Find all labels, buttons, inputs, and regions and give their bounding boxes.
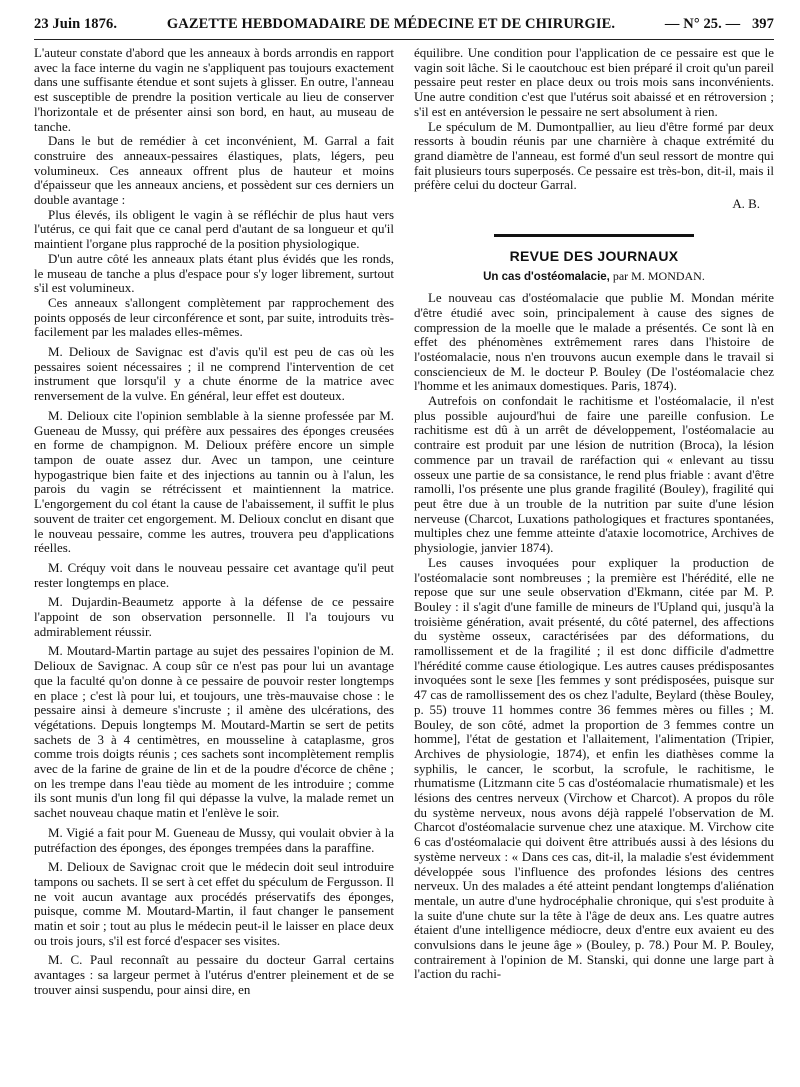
header-issue-page bbox=[665, 16, 774, 33]
paragraph: Autrefois on confondait le rachitisme et l'ostéomalacie, il n'est plus possible aujourd'hui de faire une pareille confusion. Le rachitisme est dû à un arrêt de développement, l'ostéomalacie au contraire est produit par une lésion de nutrition (Broca), la lésion commence par un travail de raréfaction qui « enlevant au tissu osseux une partie de sa consistance, le rend plus friable : avant d'être ramolli, l'os présente une plus grande fragilité (Bouley), fragilité qui peut être due à un trouble de la nutrition par suite d'une lésion nerveuse (Charcot, Luxations pathologiques et fractures spontanées, multiples chez une femme atteinte d'ataxie locomotrice, Archives de physiologie, janvier 1874). bbox=[414, 393, 774, 556]
paragraph: M. Vigié a fait pour M. Gueneau de Mussy, qui voulait obvier à la putréfaction des éponges, des éponges trempées dans la paraffine. bbox=[34, 824, 394, 855]
paragraph: Les causes invoquées pour expliquer la production de l'ostéomalacie sont nombreuses ; la première est l'hérédité, elle ne repose que sur une seule observation d'Ekmann, citée par M. P. Bouley : il s'agit d'une famille de mineurs de l'Upland qui, jusqu'à la troisième génération, avait présenté, du côté paternel, des affections du système osseux, caractérisées par des déformations, du ramollissement et de la fragilité ; il est donc difficile d'admettre l'hérédité comme cause étiologique. Les autres causes prédisposantes invoquées sont le sexe [les femmes y sont prédisposées, puisque sur 47 cas de ramollissement des os chez l'adulte, Beylard (thèse Bouley, p. 55) trouve 11 hommes contre 36 femmes mères ou filles ; M. Bouley, de son côté, admet la proportion de 3 femmes contre un homme], l'état de gestation et l'allaitement, l'alimentation (Tripier, Archives de physiologie, 1874), et enfin les diathèses comme la syphilis, le cancer, le scorbut, la scrofule, le rachitisme, le rhumatisme (Litzmann cite 5 cas d'ostéomalacie rhumatismale) et les lésions des centres nerveux (Virchow et Charcot). A propos du rôle du système nerveux, nous avons déjà rappelé l'observation de M. Charcot d'ostéomalacie survenue chez une ataxique. M. Virchow cite 6 cas d'ostéomalacie qui doivent être attribués aussi à des lésions du système nerveux : « Dans ces cas, dit-il, la maladie s'est évidemment développée sous l'influence des profondes lésions des centres nerveux. Un des malades a été atteint pendant longtemps d'aliénation mentale, un autre d'une hydrocéphalie chronique, qui s'est produite à la suite d'une chute sur la tête à l'âge de deux ans. Les quatre autres étaient d'une intelligence médiocre, deux d'entre eux avaient eu des convulsions dans le jeune âge » (Bouley, p. 78.) Pour M. P. Bouley, contrairement à l'opinion de M. Stanski, qui donne une large part à l'action du rachi- bbox=[414, 554, 774, 982]
header-journal-title: GAZETTE HEBDOMADAIRE DE MÉDECINE ET DE CHIRURGIE. bbox=[166, 16, 616, 32]
two-column-body bbox=[34, 46, 774, 998]
right-column bbox=[414, 46, 774, 998]
paragraph: Ces anneaux s'allongent complètement par rapprochement des points opposés de leur circonférence et sont, par suite, introduits très-facilement par les malades elles-mêmes. bbox=[34, 294, 394, 340]
header-page-number: 397 bbox=[751, 16, 774, 32]
left-column bbox=[34, 46, 394, 998]
article-subtitle bbox=[414, 269, 774, 285]
paragraph: M. Créquy voit dans le nouveau pessaire cet avantage qu'il peut rester longtemps en place. bbox=[34, 559, 394, 590]
paragraph: Le spéculum de M. Dumontpallier, au lieu d'être formé par deux ressorts à boudin réunis par une charnière à chaque extrémité du grand diamètre de l'anneau, est formé d'un seul ressort de montre qui fait plusieurs tours superposés. Ce pessaire est très-bon, dit-il, mais il préfère celui du docteur Garral. bbox=[414, 118, 774, 193]
header-issue: — N° 25. — bbox=[664, 16, 741, 32]
paragraph: équilibre. Une condition pour l'application de ce pessaire est que le vagin soit lâche. Si le caoutchouc est bien préparé il croit qu'un pareil pessaire peut rester en place deux ou trois mois sans inconvénients. Une autre condition c'est que l'utérus soit abaissé et en rétroversion ; s'il est en antéversion le pessaire ne sert absolument à rien. bbox=[414, 45, 774, 119]
paragraph: M. C. Paul reconnaît au pessaire du docteur Garral certains avantages : sa largeur permet à l'utérus d'entrer pleinement et de se trouver ainsi suspendu, pour ainsi dire, en bbox=[34, 952, 394, 997]
article-title: Un cas d'ostéomalacie, bbox=[483, 271, 610, 284]
running-header bbox=[34, 0, 774, 40]
paragraph: M. Moutard-Martin partage au sujet des pessaires l'opinion de M. Delioux de Savignac. A coup sûr ce n'est pas pour lui un avantage que la faculté qu'on donne à ce pessaire de pouvoir rester longtemps en place ; c'est là pour lui, et toujours, une très-mauvaise chose : le pessaire ainsi à demeure s'incruste ; il amène des ulcérations, des végétations. Depuis longtemps M. Moutard-Martin se sert de petits sachets de 3 à 4 centimètres, en mousseline à cataplasme, gros comme trois doigts réunis ; ces sachets sont incomplètement remplis avec de la farine de graine de lin et de la poudre d'écorce de chêne ; on les trempe dans l'eau tiède au moment de les introduire ; comme ils sont munis d'un long fil qui dépasse la vulve, la malade remet un sachet nouveau chaque matin et l'enlève le soir. bbox=[34, 643, 394, 821]
section-title: REVUE DES JOURNAUX bbox=[509, 247, 679, 264]
header-date: 23 Juin 1876. bbox=[34, 16, 118, 32]
paragraph: M. Delioux cite l'opinion semblable à la sienne professée par M. Gueneau de Mussy, qui préfère aux pessaires des éponges creusées en forme de champignon. M. Delioux préfère encore un simple tampon de ouate assez dur. Avec un tampon, une ceinture hypogastrique bien faite et des injections au tannin ou à l'alun, les parois du vagin se rétrécissent et maintiennent la matrice. L'engorgement du col étant la cause de l'abaissement, il suffit le plus souvent de traiter cet engorgement. M. Delioux conclut en disant que le nouveau pessaire, comme les autres, trouvera peu d'applications réelles. bbox=[34, 407, 394, 556]
article-author: par M. MONDAN. bbox=[612, 269, 705, 284]
paragraph: D'un autre côté les anneaux plats étant plus évidés que les ronds, le museau de tanche a plus d'espace pour s'y loger librement, surtout s'il est volumineux. bbox=[34, 250, 394, 296]
paragraph: Dans le but de remédier à cet inconvénient, M. Garral a fait construire des anneaux-pessaires élastiques, plats, légers, peu volumineux. Ces anneaux offrent plus de hauteur et moins d'épaisseur que les anneaux anciens, et possèdent sur ces derniers un double avantage : bbox=[34, 133, 394, 208]
paragraph: M. Dujardin-Beaumetz apporte à la défense de ce pessaire l'appoint de son observation personnelle. Il l'a toujours vu admirablement réussir. bbox=[34, 594, 394, 639]
paragraph: Le nouveau cas d'ostéomalacie que publie M. Mondan mérite d'être étudié avec soin, principalement à cause des signes de compression de la moelle que le malade a présentés. Ce sont là en effet des phénomènes extrêmement rares dans l'histoire de l'ostéomalacie, nous n'en trouvons aucun exemple dans le travail si consciencieux de M. le docteur P. Bouley (De l'ostéomalacie chez l'homme et les animaux domestiques. Paris, 1874). bbox=[414, 290, 774, 394]
paragraph: L'auteur constate d'abord que les anneaux à bords arrondis en rapport avec la face interne du vagin ne s'appliquent pas toujours exactement dans une suffisante étendue et sont sujets à glisser. En outre, l'anneau est susceptible de prendre la position verticale au lieu de conserver l'horizontale et de présenter ainsi son bord, en haut, au museau de tanche. bbox=[34, 45, 394, 134]
paragraph: M. Delioux de Savignac est d'avis qu'il est peu de cas où les pessaires soient nécessaires ; il ne comprend l'intervention de cet instrument que lorsqu'il y a chute énorme de la matrice avec renversement de la vulve. En général, leur effet est douteux. bbox=[34, 344, 394, 404]
section-divider bbox=[494, 234, 694, 237]
paragraph: M. Delioux de Savignac croit que le médecin doit seul introduire tampons ou sachets. Il se sert à cet effet du spéculum de Fergusson. Il ne voit aucun avantage aux procédés préservatifs des éponges, puisque, comme M. Moutard-Martin, il faut changer le pansement matin et soir ; tout au plus le médecin peut-il le laisser en place deux ou trois jours, s'il est forcé d'espacer ses visites. bbox=[34, 859, 394, 948]
signature: A. B. bbox=[732, 196, 760, 212]
paragraph: Plus élevés, ils obligent le vagin à se réfléchir de plus haut vers l'utérus, ce qui fait que ce canal perd d'autant de sa longueur et qu'il maintient l'organe plus rapproché de la position physiologique. bbox=[34, 206, 394, 252]
